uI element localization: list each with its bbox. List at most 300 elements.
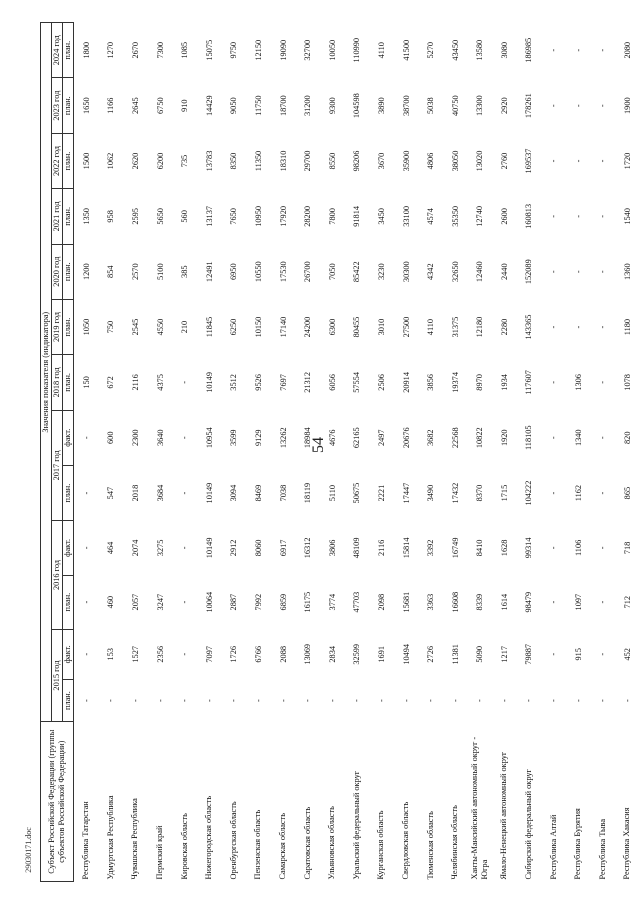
value-cell: 2116 — [376, 539, 386, 557]
value-cell: - — [549, 104, 559, 108]
value-cell: 11750 — [253, 95, 263, 116]
value-cell: 2726 — [426, 646, 436, 663]
value-cell: 7992 — [253, 593, 263, 611]
value-cell: 13262 — [278, 427, 288, 449]
value-cell: 26700 — [303, 261, 313, 283]
value-cell: 5038 — [426, 97, 436, 114]
value-cell: 150 — [81, 376, 91, 389]
value-cell: 10954 — [204, 427, 214, 449]
value-cell: 19090 — [278, 39, 288, 61]
value-cell: 464 — [106, 541, 116, 555]
value-cell: 750 — [106, 320, 116, 334]
value-cell: - — [524, 699, 534, 702]
value-cell: - — [598, 104, 608, 108]
year-header: 2020 год — [52, 244, 63, 299]
value-cell: 16312 — [303, 537, 313, 559]
value-cell: 16608 — [450, 591, 460, 613]
value-cell: 6056 — [327, 374, 337, 391]
value-cell: 4110 — [376, 42, 386, 59]
value-cell: 2920 — [499, 97, 509, 114]
year-header: 2022 год — [52, 133, 63, 188]
year-header: 2023 год — [52, 78, 63, 133]
fact-subheader: факт. — [63, 410, 74, 465]
value-cell: 16175 — [303, 591, 313, 613]
subject-name-cell: Свердловская область — [401, 801, 411, 880]
value-cell: 22568 — [450, 427, 460, 449]
value-cell: 1166 — [106, 97, 116, 114]
value-cell: - — [549, 270, 559, 274]
value-cell: 43450 — [450, 39, 460, 61]
value-cell: - — [81, 699, 91, 702]
value-cell: - — [598, 48, 608, 52]
value-cell: 3080 — [499, 41, 509, 59]
value-cell: - — [549, 159, 559, 163]
values-header: Значения показателя (индикатора) — [41, 23, 52, 722]
footer-doc-code: 29030171.doc — [24, 827, 33, 873]
value-cell: 2645 — [130, 97, 140, 114]
value-cell: 2074 — [130, 539, 140, 557]
value-cell: 3363 — [426, 593, 436, 611]
value-cell: - — [573, 325, 583, 329]
value-cell: - — [573, 104, 583, 108]
value-cell: 1720 — [622, 152, 632, 170]
plan-subheader: план. — [63, 133, 74, 188]
value-cell: - — [155, 699, 165, 702]
value-cell: 16749 — [450, 537, 460, 559]
table-row — [222, 23, 247, 882]
subject-name-cell: Чувашская Республика — [130, 798, 140, 880]
value-cell: 8350 — [229, 152, 239, 170]
value-cell: - — [204, 699, 214, 702]
table-row — [468, 23, 493, 882]
value-cell: 1180 — [622, 318, 632, 336]
value-cell: - — [573, 159, 583, 163]
value-cell: 5270 — [426, 41, 436, 59]
value-cell: 1934 — [499, 374, 509, 391]
value-cell: 18310 — [278, 150, 288, 172]
value-cell: 1715 — [499, 484, 509, 502]
value-cell: 2834 — [327, 646, 337, 663]
value-cell: 85422 — [352, 261, 362, 283]
value-cell: 3599 — [229, 429, 239, 447]
page-number: 54 — [310, 437, 327, 453]
value-cell: - — [549, 652, 559, 656]
value-cell: - — [598, 699, 608, 702]
plan-subheader: план. — [63, 355, 74, 410]
value-cell: 99314 — [524, 537, 534, 559]
indicator-table — [40, 22, 640, 882]
value-cell: 18700 — [278, 95, 288, 117]
value-cell: 5100 — [155, 263, 165, 280]
value-cell: 6859 — [278, 593, 288, 611]
value-cell: 153 — [106, 648, 116, 661]
value-cell: - — [303, 699, 313, 702]
subject-name-cell: Ямало-Ненецкий автономный округ — [499, 751, 509, 880]
plan-subheader: план. — [63, 465, 74, 520]
value-cell: 186985 — [524, 37, 534, 63]
value-cell: - — [549, 546, 559, 550]
value-cell: 8370 — [475, 484, 485, 502]
value-cell: - — [81, 652, 91, 656]
value-cell: 160813 — [524, 203, 534, 229]
value-cell: - — [180, 436, 190, 440]
value-cell: 1050 — [81, 318, 91, 336]
value-cell: 3490 — [426, 484, 436, 502]
value-cell: - — [573, 48, 583, 52]
value-cell: 1800 — [81, 41, 91, 59]
value-cell: 20676 — [401, 427, 411, 449]
value-cell: - — [401, 699, 411, 702]
value-cell: 2670 — [130, 41, 140, 59]
value-cell: 1078 — [622, 374, 632, 391]
subject-name-cell: Сибирский федеральный округ — [523, 769, 533, 880]
table-row — [123, 23, 148, 882]
value-cell: 854 — [106, 265, 116, 278]
value-cell: - — [598, 436, 608, 440]
value-cell: - — [573, 699, 583, 702]
value-cell: 32599 — [352, 643, 362, 665]
value-cell: 820 — [622, 431, 632, 444]
value-cell: 4806 — [426, 152, 436, 170]
value-cell: - — [598, 600, 608, 604]
value-cell: 3890 — [376, 97, 386, 114]
value-cell: 910 — [180, 99, 190, 112]
value-cell: - — [327, 699, 337, 702]
value-cell: - — [278, 699, 288, 702]
value-cell: - — [376, 699, 386, 702]
value-cell: - — [598, 491, 608, 495]
value-cell: - — [106, 699, 116, 702]
value-cell: - — [180, 381, 190, 384]
value-cell: 4110 — [426, 318, 436, 336]
value-cell: 15075 — [204, 39, 214, 61]
value-cell: 3774 — [327, 593, 337, 611]
value-cell: 1650 — [81, 97, 91, 114]
value-cell: 2080 — [622, 41, 632, 59]
value-cell: 2506 — [376, 374, 386, 391]
value-cell: 1726 — [229, 646, 239, 663]
value-cell: 38700 — [401, 95, 411, 117]
value-cell: 32700 — [303, 39, 313, 61]
value-cell: - — [253, 699, 263, 702]
value-cell: 9750 — [229, 41, 239, 59]
value-cell: 7300 — [155, 41, 165, 59]
value-cell: 2545 — [130, 318, 140, 336]
table-row — [615, 23, 640, 882]
value-cell: - — [549, 600, 559, 604]
value-cell: 8410 — [475, 539, 485, 557]
year-header: 2018 год — [52, 355, 63, 410]
value-cell: 38050 — [450, 150, 460, 172]
value-cell: 40750 — [450, 95, 460, 117]
value-cell: 2300 — [130, 429, 140, 447]
value-cell: - — [352, 699, 362, 702]
value-cell: 1200 — [81, 263, 91, 280]
value-cell: 4574 — [426, 208, 436, 225]
table-row — [443, 23, 468, 882]
value-cell: 7097 — [204, 646, 214, 663]
value-cell: 8339 — [475, 593, 485, 611]
table-row — [541, 23, 566, 882]
value-cell: 2356 — [155, 646, 165, 663]
value-cell: - — [549, 699, 559, 702]
value-cell: 10950 — [253, 205, 263, 227]
value-cell: 3230 — [376, 263, 386, 280]
subject-name-cell: Республика Бурятия — [573, 808, 583, 880]
value-cell: 460 — [106, 595, 116, 609]
value-cell: - — [598, 214, 608, 218]
value-cell: 2440 — [499, 263, 509, 280]
value-cell: 3806 — [327, 539, 337, 557]
fact-subheader: факт. — [63, 629, 74, 679]
value-cell: 13783 — [204, 150, 214, 172]
value-cell: 560 — [180, 210, 190, 223]
value-cell: 718 — [622, 541, 632, 555]
value-cell: 17432 — [450, 482, 460, 504]
value-cell: 735 — [180, 154, 190, 168]
subject-name-cell: Пензенская область — [253, 809, 263, 880]
table-row — [197, 23, 222, 882]
value-cell: 1350 — [81, 208, 91, 225]
value-cell: 2570 — [130, 263, 140, 280]
value-cell: 10064 — [204, 591, 214, 613]
value-cell: 5090 — [475, 646, 485, 663]
value-cell: 1900 — [622, 97, 632, 114]
year-header: 2015 год — [52, 629, 63, 722]
value-cell: 12180 — [475, 316, 485, 338]
value-cell: - — [180, 491, 190, 495]
value-cell: 17447 — [401, 482, 411, 504]
table-row — [99, 23, 124, 882]
value-cell: - — [598, 270, 608, 274]
value-cell: 31375 — [450, 316, 460, 338]
value-cell: - — [180, 699, 190, 702]
value-cell: 17530 — [278, 261, 288, 283]
value-cell: 2497 — [376, 429, 386, 447]
value-cell: 6750 — [155, 97, 165, 114]
value-cell: 4342 — [426, 263, 436, 280]
value-cell: 10150 — [253, 316, 263, 338]
value-cell: 35900 — [401, 150, 411, 172]
value-cell: 10149 — [204, 537, 214, 559]
value-cell: 24200 — [303, 316, 313, 338]
value-cell: 2088 — [278, 646, 288, 663]
year-header: 2024 год — [52, 23, 63, 79]
value-cell: 28200 — [303, 205, 313, 227]
plan-subheader: план. — [63, 23, 74, 79]
value-cell: 3450 — [376, 208, 386, 225]
value-cell: 1527 — [130, 646, 140, 663]
value-cell: - — [598, 381, 608, 384]
plan-subheader: план. — [63, 575, 74, 629]
value-cell: 47703 — [352, 591, 362, 613]
subject-name-cell: Республика Татарстан — [81, 801, 91, 880]
value-cell: - — [598, 159, 608, 163]
value-cell: 2595 — [130, 208, 140, 225]
value-cell: 2057 — [130, 593, 140, 611]
value-cell: 2221 — [376, 484, 386, 502]
table-row — [369, 23, 394, 882]
plan-subheader: план. — [63, 78, 74, 133]
subject-column-header: Субъект Российской Федерации (группы субъектов Российской Федерации) — [41, 722, 74, 882]
value-cell: 169537 — [524, 148, 534, 174]
rotated-table-container — [40, 22, 632, 882]
value-cell: 1097 — [573, 593, 583, 611]
value-cell: 1106 — [573, 539, 583, 557]
table-row — [517, 23, 542, 882]
table-row — [172, 23, 197, 882]
value-cell: - — [573, 270, 583, 274]
value-cell: 10494 — [401, 643, 411, 665]
value-cell: 33100 — [401, 205, 411, 227]
value-cell: 1360 — [622, 263, 632, 280]
value-cell: 1614 — [499, 593, 509, 611]
value-cell: 1628 — [499, 539, 509, 557]
value-cell: 3010 — [376, 318, 386, 336]
table-row — [492, 23, 517, 882]
value-cell: 3275 — [155, 539, 165, 557]
value-cell: 1540 — [622, 208, 632, 225]
value-cell: 2912 — [229, 539, 239, 557]
value-cell: 31200 — [303, 95, 313, 117]
value-cell: 27500 — [401, 316, 411, 338]
value-cell: 3247 — [155, 593, 165, 611]
value-cell: 41500 — [401, 39, 411, 61]
value-cell: - — [549, 214, 559, 218]
value-cell: 1085 — [180, 41, 190, 59]
value-cell: 10050 — [327, 39, 337, 61]
year-header: 2019 год — [52, 299, 63, 354]
table-row — [74, 23, 99, 882]
subject-name-cell: Республика Алтай — [548, 814, 558, 880]
value-cell: 13300 — [475, 95, 485, 117]
value-cell: - — [622, 699, 632, 702]
value-cell: 117607 — [524, 370, 534, 395]
value-cell: 3684 — [155, 484, 165, 502]
value-cell: - — [180, 652, 190, 656]
value-cell: 6250 — [229, 318, 239, 336]
plan-subheader: план. — [63, 299, 74, 354]
value-cell: 4676 — [327, 429, 337, 447]
value-cell: - — [450, 699, 460, 702]
value-cell: - — [81, 491, 91, 495]
value-cell: 91814 — [352, 205, 362, 227]
value-cell: 5650 — [155, 208, 165, 225]
value-cell: 3512 — [229, 374, 239, 391]
subject-name-cell: Республика Хакасия — [622, 807, 632, 880]
value-cell: 178261 — [524, 93, 534, 119]
subject-name-cell: Удмуртская Республика — [105, 795, 115, 880]
value-cell: 7800 — [327, 208, 337, 225]
subject-name-cell: Тюменская область — [425, 811, 435, 880]
value-cell: 3682 — [426, 429, 436, 447]
value-cell: 35350 — [450, 205, 460, 227]
value-cell: 9129 — [253, 429, 263, 447]
plan-subheader: план. — [63, 679, 74, 722]
value-cell: 4375 — [155, 374, 165, 391]
subject-name-cell: Ханты-Мансийский автономный округ - Югра — [469, 736, 489, 880]
value-cell: - — [426, 699, 436, 702]
value-cell: - — [549, 325, 559, 329]
value-cell: 7050 — [327, 263, 337, 280]
value-cell: 2887 — [229, 593, 239, 611]
value-cell: 9526 — [253, 374, 263, 391]
value-cell: 98479 — [524, 591, 534, 613]
value-cell: - — [573, 214, 583, 218]
value-cell: 452 — [622, 648, 632, 661]
plan-subheader: план. — [63, 244, 74, 299]
value-cell: 1162 — [573, 484, 583, 502]
value-cell: 12460 — [475, 261, 485, 283]
value-cell: 110990 — [352, 37, 362, 63]
year-header: 2016 год — [52, 521, 63, 630]
value-cell: - — [499, 699, 509, 702]
table-row — [320, 23, 345, 882]
value-cell: 14429 — [204, 95, 214, 117]
value-cell: 4550 — [155, 318, 165, 336]
value-cell: 13580 — [475, 39, 485, 61]
value-cell: - — [549, 48, 559, 52]
subject-name-cell: Ульяновская область — [327, 806, 337, 880]
value-cell: 6917 — [278, 539, 288, 557]
value-cell: 10550 — [253, 261, 263, 283]
value-cell: 8060 — [253, 539, 263, 557]
value-cell: 80455 — [352, 316, 362, 338]
value-cell: 3392 — [426, 539, 436, 557]
value-cell: 600 — [106, 431, 116, 444]
value-cell: 104222 — [524, 480, 534, 506]
value-cell: 2620 — [130, 152, 140, 170]
subject-name-cell: Уральский федеральный округ — [351, 770, 361, 880]
value-cell: 29700 — [303, 150, 313, 172]
value-cell: 9050 — [229, 97, 239, 114]
value-cell: 18984 — [303, 427, 313, 449]
value-cell: 10822 — [475, 427, 485, 449]
value-cell: 1500 — [81, 152, 91, 170]
value-cell: 12740 — [475, 205, 485, 227]
value-cell: 19374 — [450, 372, 460, 393]
value-cell: 18119 — [303, 482, 313, 504]
value-cell: 15681 — [401, 591, 411, 613]
value-cell: 7697 — [278, 374, 288, 391]
plan-subheader: план. — [63, 189, 74, 244]
value-cell: 17920 — [278, 205, 288, 227]
value-cell: 12491 — [204, 261, 214, 283]
value-cell: 11350 — [253, 150, 263, 172]
subject-name-cell: Самарская область — [278, 813, 288, 880]
value-cell: 118105 — [524, 425, 534, 451]
table-row — [271, 23, 296, 882]
value-cell: 11381 — [450, 644, 460, 665]
value-cell: 1062 — [106, 152, 116, 170]
value-cell: 9300 — [327, 97, 337, 114]
value-cell: 712 — [622, 595, 632, 609]
value-cell: 20914 — [401, 372, 411, 393]
value-cell: 12150 — [253, 39, 263, 61]
value-cell: - — [180, 600, 190, 604]
value-cell: 8550 — [327, 152, 337, 170]
value-cell: 21312 — [303, 372, 313, 393]
subject-name-cell: Кировская область — [179, 813, 189, 880]
value-cell: 79887 — [524, 643, 534, 665]
value-cell: 13069 — [303, 643, 313, 665]
value-cell: 3094 — [229, 484, 239, 502]
value-cell: 1306 — [573, 374, 583, 391]
value-cell: - — [598, 652, 608, 656]
value-cell: 1340 — [573, 429, 583, 447]
value-cell: 17140 — [278, 316, 288, 338]
value-cell: 152089 — [524, 259, 534, 285]
